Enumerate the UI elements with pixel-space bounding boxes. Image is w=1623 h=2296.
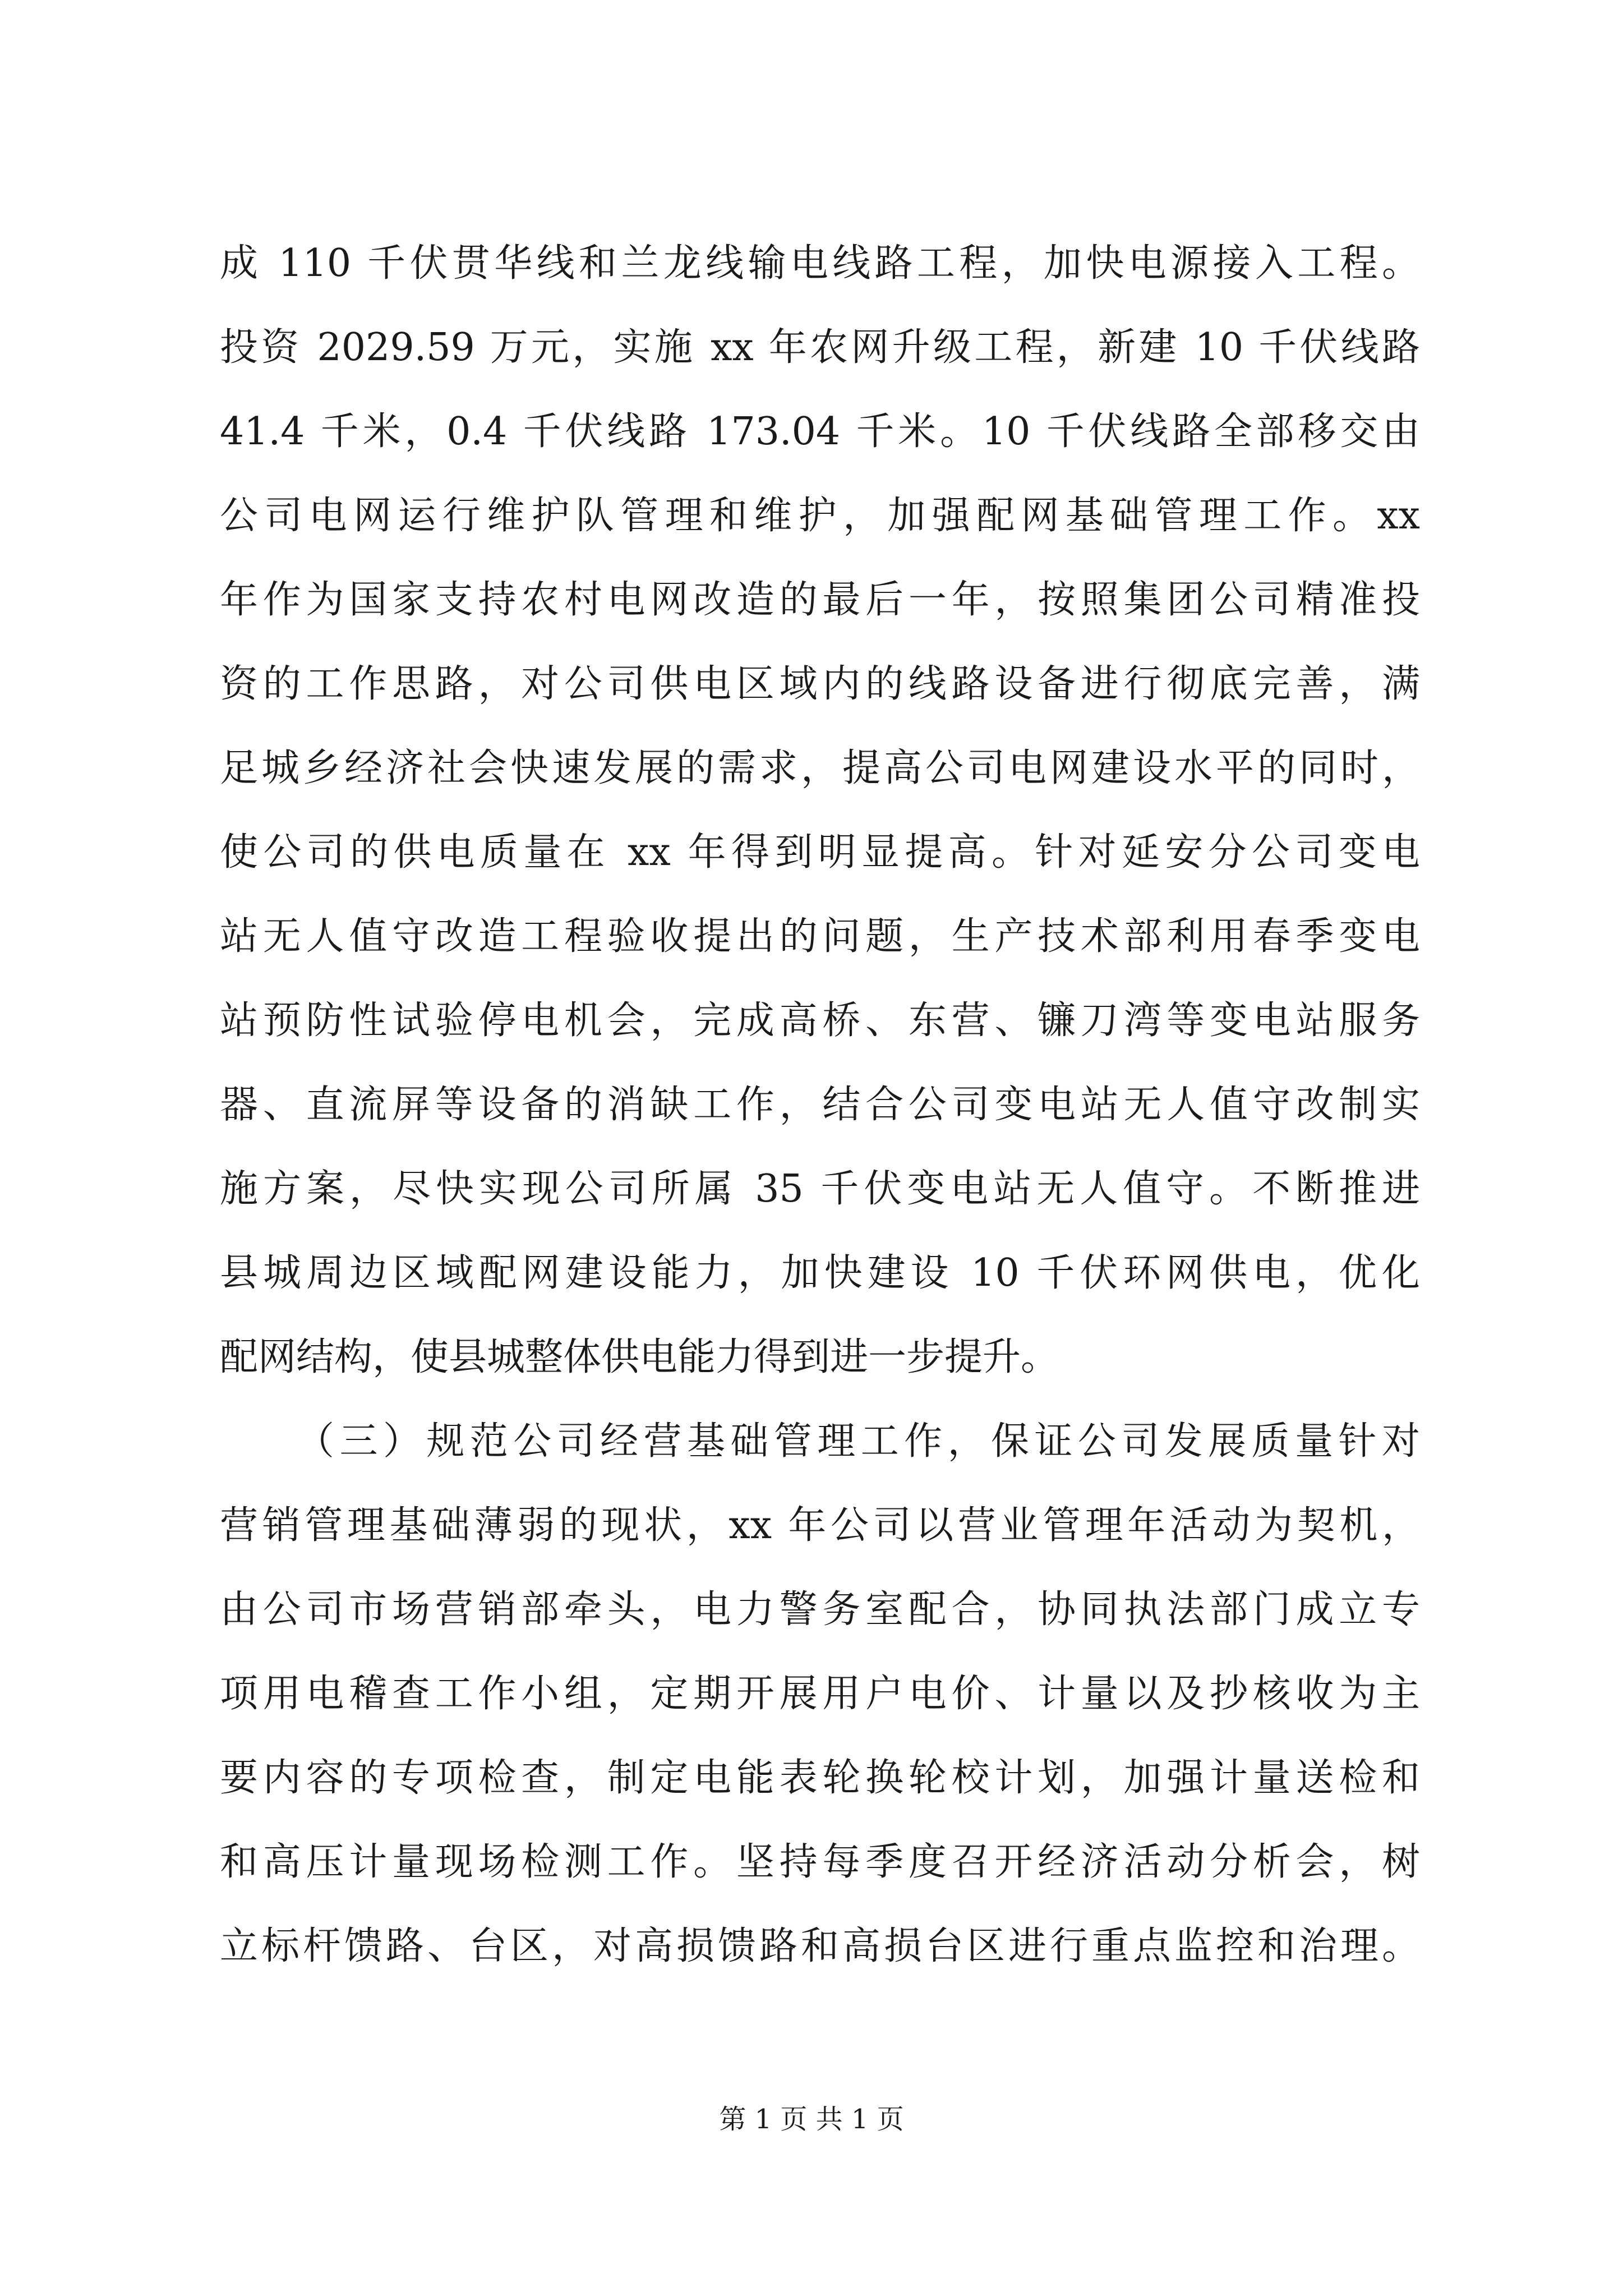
text-line: 器、直流屏等设备的消缺工作，结合公司变电站无人值守改制实 — [220, 1083, 1420, 1127]
text-line: 要内容的专项检查，制定电能表轮换轮校计划，加强计量送检和 — [220, 1756, 1420, 1800]
text-line: 41.4 千米，0.4 千伏线路 173.04 千米。10 千伏线路全部移交由 — [220, 409, 1420, 454]
text-line: 投资 2029.59 万元，实施 xx 年农网升级工程，新建 10 千伏线路 — [220, 325, 1420, 370]
text-line: 成 110 千伏贯华线和兰龙线输电线路工程，加快电源接入工程。 — [220, 241, 1420, 286]
text-line: 由公司市场营销部牵头，电力警务室配合，协同执法部门成立专 — [220, 1588, 1420, 1632]
text-line: 站预防性试验停电机会，完成高桥、东营、镰刀湾等变电站服务 — [220, 999, 1420, 1043]
body-text — [220, 222, 1420, 1989]
text-line: 项用电稽查工作小组，定期开展用户电价、计量以及抄核收为主 — [220, 1672, 1420, 1716]
text-line: 配网结构，使县城整体供电能力得到进一步提升。 — [220, 1335, 1059, 1379]
page-footer: 第 1 页 共 1 页 — [719, 2104, 904, 2135]
text-line: 公司电网运行维护队管理和维护，加强配网基础管理工作。xx — [220, 494, 1420, 538]
text-line: 施方案，尽快实现公司所属 35 千伏变电站无人值守。不断推进 — [220, 1167, 1420, 1211]
section-heading-line: （三）规范公司经营基础管理工作，保证公司发展质量针对 — [296, 1419, 1420, 1464]
text-line: 年作为国家支持农村电网改造的最后一年，按照集团公司精准投 — [220, 578, 1420, 622]
text-line: 县城周边区域配网建设能力，加快建设 10 千伏环网供电，优化 — [220, 1251, 1420, 1295]
text-line: 足城乡经济社会快速发展的需求，提高公司电网建设水平的同时， — [220, 746, 1420, 790]
text-line: 站无人值守改造工程验收提出的问题，生产技术部利用春季变电 — [220, 914, 1420, 959]
text-line: 使公司的供电质量在 xx 年得到明显提高。针对延安分公司变电 — [220, 830, 1420, 875]
text-line: 立标杆馈路、台区，对高损馈路和高损台区进行重点监控和治理。 — [220, 1924, 1420, 1968]
text-line: 营销管理基础薄弱的现状，xx 年公司以营业管理年活动为契机， — [220, 1503, 1420, 1548]
text-line: 和高压计量现场检测工作。坚持每季度召开经济活动分析会，树 — [220, 1840, 1420, 1884]
text-line: 资的工作思路，对公司供电区域内的线路设备进行彻底完善，满 — [220, 662, 1420, 706]
